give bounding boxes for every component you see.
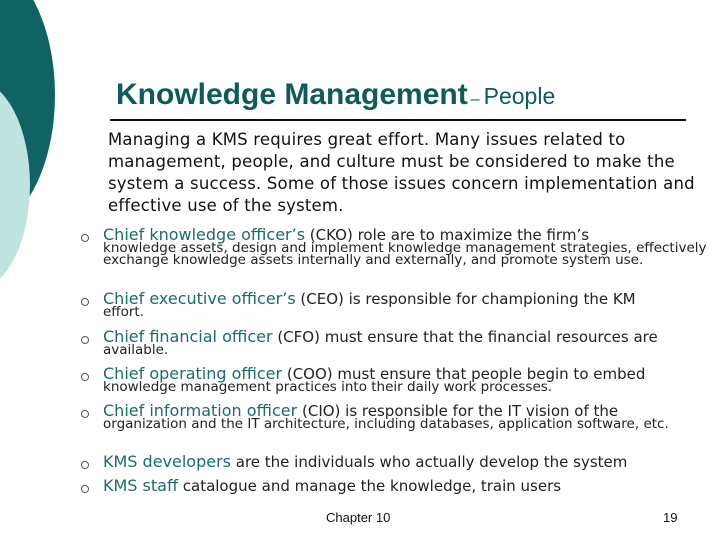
bullet-circle-icon bbox=[81, 461, 89, 469]
title-dash: – bbox=[470, 91, 480, 108]
title-main: Knowledge Management bbox=[116, 78, 468, 111]
item-continuation: available. bbox=[103, 342, 169, 358]
item-desc: (COO) must ensure that people begin to embed bbox=[282, 365, 646, 383]
bullet-circle-icon bbox=[81, 485, 89, 493]
item-term: Chief information officer bbox=[103, 401, 298, 420]
item-term: KMS developers bbox=[103, 452, 231, 471]
item-text bbox=[103, 401, 715, 432]
item-text bbox=[103, 327, 715, 358]
item-desc: (CEO) is responsible for championing the KM bbox=[295, 290, 636, 308]
item-desc: catalogue and manage the knowledge, train users bbox=[177, 477, 562, 495]
item-term: Chief operating officer bbox=[103, 364, 283, 383]
title-sub: People bbox=[483, 83, 556, 109]
item-text bbox=[103, 476, 715, 495]
item-text bbox=[103, 225, 715, 268]
item-desc: (CFO) must ensure that the financial resources are bbox=[272, 328, 658, 346]
bullet-circle-icon bbox=[81, 234, 89, 242]
page-number: 19 bbox=[663, 510, 678, 525]
item-term: Chief executive officer’s bbox=[103, 289, 296, 308]
item-desc: (CIO) is responsible for the IT vision of the bbox=[297, 402, 619, 420]
item-text bbox=[103, 364, 715, 395]
item-desc: are the individuals who actually develop the system bbox=[231, 453, 628, 471]
footer-chapter: Chapter 10 bbox=[326, 510, 391, 525]
item-continuation: organization and the IT architecture, including databases, application software, etc. bbox=[103, 416, 669, 432]
item-term: KMS staff bbox=[103, 476, 178, 495]
item-text bbox=[103, 289, 715, 320]
intro-paragraph: Managing a KMS requires great effort. Many issues related to management, people, and culture must be considered to make the system a success. Some of those issues concern implementation and effective use of the system. bbox=[108, 130, 695, 215]
bullet-circle-icon bbox=[81, 410, 89, 418]
item-continuation: knowledge assets, design and implement knowledge management strategies, effectively exchange knowledge assets internally and externally, and promote system use. bbox=[103, 240, 707, 268]
item-continuation: effort. bbox=[103, 304, 145, 320]
item-continuation: knowledge management practices into their daily work processes. bbox=[103, 379, 553, 395]
item-desc: (CKO) role are to maximize the firm’s bbox=[305, 226, 590, 244]
bullet-circle-icon bbox=[81, 336, 89, 344]
bullet-circle-icon bbox=[81, 373, 89, 381]
bullet-circle-icon bbox=[81, 298, 89, 306]
item-term: Chief knowledge officer’s bbox=[103, 225, 306, 244]
item-term: Chief financial officer bbox=[103, 327, 273, 346]
item-text bbox=[103, 452, 715, 471]
